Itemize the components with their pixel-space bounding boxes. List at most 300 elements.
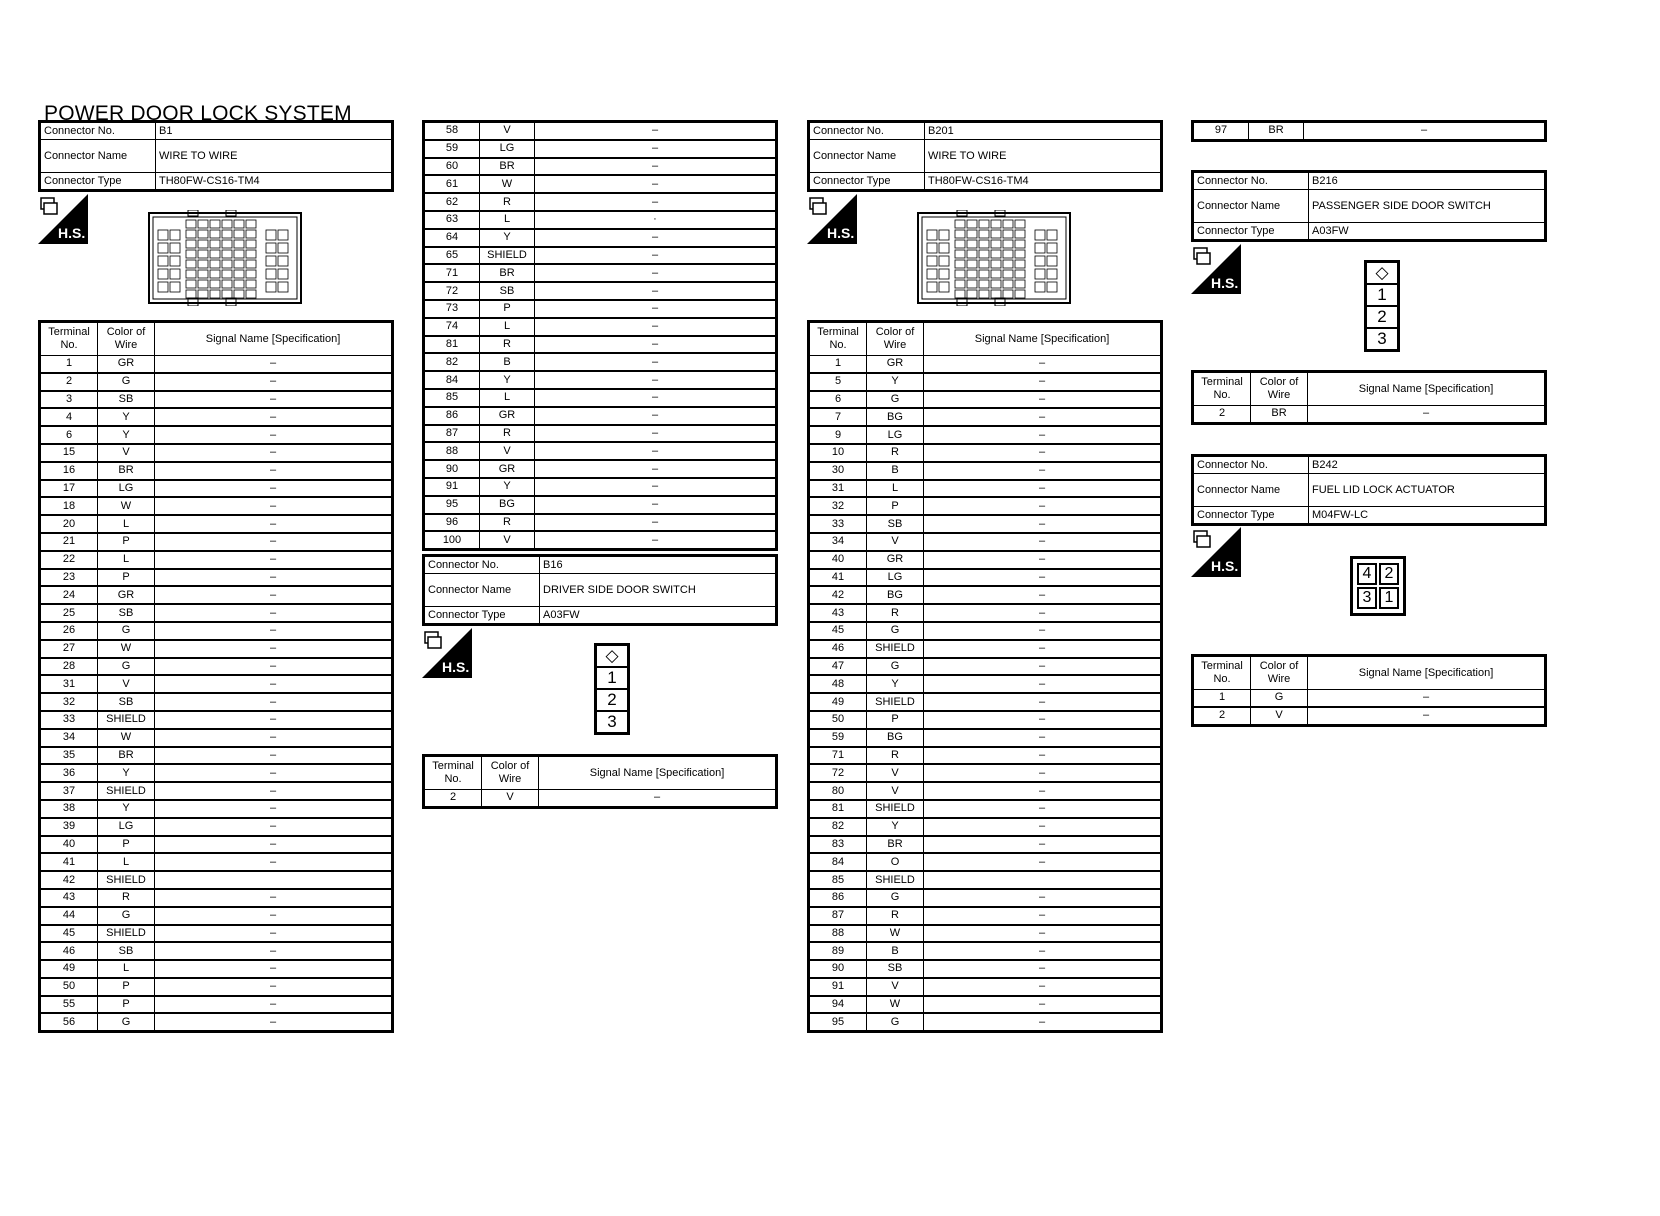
connector-type-label: Connector Type — [809, 173, 925, 191]
pin-cavity — [170, 230, 180, 240]
signal-name-cell: – — [924, 408, 1162, 426]
table-row — [809, 444, 1162, 462]
signal-name-cell: – — [1308, 406, 1546, 424]
terminal-no-cell: 82 — [424, 353, 480, 371]
connector-b242 — [1191, 454, 1547, 526]
table-row — [809, 889, 1162, 907]
connector-name-label: Connector Name — [809, 140, 925, 173]
wire-color-cell: W — [98, 497, 155, 515]
terminal-no-cell: 87 — [809, 907, 867, 925]
connector-header — [1191, 170, 1547, 242]
wire-color-cell: G — [98, 658, 155, 676]
pin-cavity — [939, 230, 949, 240]
wire-color-cell: SB — [98, 942, 155, 960]
terminal-no-cell: 39 — [40, 818, 98, 836]
wire-color-cell: BR — [480, 158, 535, 176]
signal-name-cell: – — [155, 551, 393, 569]
terminal-no-cell: 91 — [809, 978, 867, 996]
table-row — [809, 586, 1162, 604]
pin-cavity — [1047, 282, 1057, 292]
signal-name-cell: – — [155, 515, 393, 533]
connector-no-label: Connector No. — [424, 556, 540, 574]
wire-color-cell: BG — [867, 586, 924, 604]
connector-type-value: A03FW — [540, 607, 777, 625]
wire-color-cell: V — [480, 531, 535, 549]
table-row — [809, 408, 1162, 426]
pin-label: 2 — [597, 688, 627, 710]
signal-name-cell: – — [155, 569, 393, 587]
pin-cavity — [234, 260, 244, 268]
pin-cavity — [991, 290, 1001, 298]
terminal-no-header: Terminal No. — [40, 322, 98, 356]
table-row — [809, 853, 1162, 871]
terminal-no-cell: 34 — [40, 729, 98, 747]
pin-cavity — [210, 230, 220, 238]
pin-cavity — [955, 240, 965, 248]
terminal-no-cell: 83 — [809, 836, 867, 854]
signal-name-cell: – — [924, 782, 1162, 800]
terminal-no-cell: 100 — [424, 531, 480, 549]
hs-label: H.S. — [442, 659, 470, 675]
wire-color-cell: SHIELD — [867, 693, 924, 711]
pin-cavity — [1015, 270, 1025, 278]
wire-color-cell: R — [480, 514, 535, 532]
pin-cavity — [991, 260, 1001, 268]
signal-name-cell: – — [155, 658, 393, 676]
table-row — [40, 853, 393, 871]
table-row — [809, 569, 1162, 587]
table-row — [424, 122, 777, 140]
terminal-no-cell: 36 — [40, 764, 98, 782]
pin-cavity — [234, 250, 244, 258]
wire-color-cell: SHIELD — [867, 640, 924, 658]
pin-cavity — [1035, 243, 1045, 253]
pin-cavity — [222, 270, 232, 278]
pin-cavity — [967, 260, 977, 268]
terminal-no-cell: 10 — [809, 444, 867, 462]
pin-cavity — [222, 260, 232, 268]
pin-cavity — [246, 280, 256, 288]
terminal-no-cell: 95 — [424, 496, 480, 514]
table-row — [40, 551, 393, 569]
signal-name-cell: – — [924, 925, 1162, 943]
terminal-no-cell: 7 — [809, 408, 867, 426]
terminal-no-cell: 81 — [424, 336, 480, 354]
terminal-no-cell: 33 — [40, 711, 98, 729]
terminal-no-cell: 24 — [40, 586, 98, 604]
signal-name-cell: – — [539, 790, 777, 808]
wire-color-cell: Y — [867, 373, 924, 391]
wire-color-cell: G — [867, 889, 924, 907]
signal-name-cell: – — [155, 889, 393, 907]
signal-name-cell: – — [155, 480, 393, 498]
wire-color-cell: L — [867, 480, 924, 498]
connector-b1 — [38, 120, 394, 192]
pin-cavity — [246, 220, 256, 228]
wire-color-cell: LG — [98, 480, 155, 498]
signal-name-cell: – — [155, 800, 393, 818]
connector-no-label: Connector No. — [809, 122, 925, 140]
pin-cavity — [955, 220, 965, 228]
pin-cavity — [222, 230, 232, 238]
pin-cavity — [927, 256, 937, 266]
pin-cavity — [186, 240, 196, 248]
terminal-no-cell: 22 — [40, 551, 98, 569]
terminal-no-cell: 40 — [809, 551, 867, 569]
pin-cavity — [939, 243, 949, 253]
connector-type-value: A03FW — [1309, 223, 1546, 241]
table-row — [424, 407, 777, 425]
signal-name-cell: – — [924, 533, 1162, 551]
color-of-wire-header: Color of Wire — [1251, 372, 1308, 406]
terminal-no-cell: 15 — [40, 444, 98, 462]
signal-name-cell: – — [535, 531, 777, 549]
table-row — [40, 675, 393, 693]
connector-type-label: Connector Type — [424, 607, 540, 625]
connector-name-value: WIRE TO WIRE — [925, 140, 1162, 173]
wire-color-cell: V — [98, 444, 155, 462]
signal-name-cell: – — [155, 960, 393, 978]
signal-name-cell: – — [924, 907, 1162, 925]
table-row — [1193, 707, 1546, 725]
signal-name-cell: – — [924, 818, 1162, 836]
pin-cavity — [955, 250, 965, 258]
terminal-no-cell: 31 — [809, 480, 867, 498]
wire-color-cell: O — [867, 853, 924, 871]
terminal-no-cell: 65 — [424, 247, 480, 265]
terminal-no-cell: 6 — [809, 391, 867, 409]
terminal-no-cell: 94 — [809, 996, 867, 1014]
pin-cavity — [927, 243, 937, 253]
signal-name-cell: – — [924, 515, 1162, 533]
pin-cavity — [278, 243, 288, 253]
wire-color-cell: BR — [480, 264, 535, 282]
pin-cavity — [1035, 256, 1045, 266]
wire-color-cell: B — [867, 942, 924, 960]
pin-cavity — [170, 243, 180, 253]
terminal-no-cell: 37 — [40, 782, 98, 800]
pin-cavity — [158, 230, 168, 240]
pin-label: 3 — [597, 710, 627, 732]
signal-name-cell: – — [155, 818, 393, 836]
table-row — [40, 782, 393, 800]
wire-color-cell: SB — [867, 515, 924, 533]
signal-name-cell: – — [535, 140, 777, 158]
signal-name-cell: – — [924, 889, 1162, 907]
terminal-no-cell: 41 — [40, 853, 98, 871]
terminal-no-header: Terminal No. — [1193, 656, 1251, 690]
wire-color-cell: P — [867, 497, 924, 515]
terminal-no-cell: 42 — [40, 871, 98, 889]
table-row — [424, 229, 777, 247]
pin-cavity — [170, 282, 180, 292]
terminal-no-cell: 2 — [1193, 707, 1251, 725]
table-row — [809, 782, 1162, 800]
pin-cavity — [1035, 282, 1045, 292]
pin-cavity — [198, 260, 208, 268]
signal-name-cell: – — [155, 622, 393, 640]
color-of-wire-header: Color of Wire — [98, 322, 155, 356]
wire-color-cell: SB — [867, 960, 924, 978]
pin-cavity — [979, 230, 989, 238]
terminal-no-cell: 40 — [40, 836, 98, 854]
color-of-wire-header: Color of Wire — [867, 322, 924, 356]
pin-cavity — [210, 280, 220, 288]
terminal-no-cell: 28 — [40, 658, 98, 676]
pin-cavity — [1015, 280, 1025, 288]
connector-header — [38, 120, 394, 192]
terminal-no-cell: 1 — [809, 356, 867, 373]
wire-color-cell: SB — [480, 282, 535, 300]
wire-color-cell: R — [867, 444, 924, 462]
pin-label: 2 — [1367, 305, 1397, 327]
pin-cavity — [1003, 270, 1013, 278]
pin-cavity — [1047, 243, 1057, 253]
wire-color-cell: GR — [867, 356, 924, 373]
signal-name-cell: – — [535, 496, 777, 514]
table-row — [40, 462, 393, 480]
pin-cavity — [967, 290, 977, 298]
table-row — [424, 211, 777, 229]
terminal-no-cell: 89 — [809, 942, 867, 960]
hs-label: H.S. — [1211, 558, 1239, 574]
terminal-no-cell: 2 — [424, 790, 482, 808]
connector-name-label: Connector Name — [424, 574, 540, 607]
signal-name-cell: – — [924, 1013, 1162, 1031]
pin-cavity — [246, 240, 256, 248]
terminal-no-cell: 88 — [424, 442, 480, 460]
pin-cavity — [1003, 230, 1013, 238]
pin-cavity — [210, 220, 220, 228]
table-row — [809, 693, 1162, 711]
signal-name-cell: – — [535, 229, 777, 247]
pin-cavity — [1047, 256, 1057, 266]
signal-name-cell: · — [535, 211, 777, 229]
wire-color-cell: L — [480, 318, 535, 336]
signal-name-cell: – — [155, 693, 393, 711]
pin-cavity — [1003, 290, 1013, 298]
table-row — [424, 460, 777, 478]
terminal-no-cell: 49 — [809, 693, 867, 711]
terminal-no-cell: 59 — [424, 140, 480, 158]
table-row — [40, 836, 393, 854]
wire-color-cell: LG — [867, 426, 924, 444]
pin-cavity — [1015, 290, 1025, 298]
signal-name-cell: – — [535, 282, 777, 300]
pin-cavity — [967, 280, 977, 288]
pin-cavity — [198, 250, 208, 258]
terminal-no-cell: 50 — [809, 711, 867, 729]
wire-color-cell: P — [98, 836, 155, 854]
table-row — [40, 693, 393, 711]
pin-cavity — [967, 270, 977, 278]
pin-cavity — [234, 220, 244, 228]
wire-color-cell: G — [867, 622, 924, 640]
table-row — [424, 353, 777, 371]
signal-name-cell: – — [155, 640, 393, 658]
signal-name-cell: – — [924, 444, 1162, 462]
table-row — [40, 942, 393, 960]
table-row — [809, 622, 1162, 640]
hs-label: H.S. — [827, 225, 855, 241]
pin-cavity — [967, 230, 977, 238]
terminal-no-cell: 44 — [40, 907, 98, 925]
wire-color-cell: SB — [98, 693, 155, 711]
terminal-no-cell: 42 — [809, 586, 867, 604]
table-row — [809, 480, 1162, 498]
wire-color-cell: V — [98, 675, 155, 693]
terminal-no-cell: 62 — [424, 193, 480, 211]
signal-name-cell: – — [155, 356, 393, 373]
table-row — [40, 711, 393, 729]
pin-cavity — [158, 256, 168, 266]
table-row — [40, 658, 393, 676]
table-row — [40, 747, 393, 765]
pin-cavity — [955, 290, 965, 298]
table-row — [809, 925, 1162, 943]
signal-name-cell: – — [924, 711, 1162, 729]
signal-name-cell: – — [924, 978, 1162, 996]
table-row — [424, 247, 777, 265]
pin-cavity — [278, 256, 288, 266]
table-row — [809, 907, 1162, 925]
terminal-no-cell: 4 — [40, 408, 98, 426]
pin-cavity — [1003, 220, 1013, 228]
signal-name-cell: – — [155, 978, 393, 996]
table-row — [40, 533, 393, 551]
terminal-no-cell: 72 — [424, 282, 480, 300]
pin-cavity — [222, 280, 232, 288]
terminal-no-cell: 46 — [809, 640, 867, 658]
signal-name-cell: – — [924, 426, 1162, 444]
pin-cavity — [158, 282, 168, 292]
signal-name-cell: – — [155, 497, 393, 515]
signal-name-cell: – — [924, 729, 1162, 747]
connector-no-value: B242 — [1309, 456, 1546, 474]
signal-name-cell: – — [155, 391, 393, 409]
connector-header — [422, 554, 778, 626]
signal-name-cell: – — [535, 425, 777, 443]
table-row — [424, 193, 777, 211]
terminal-no-cell: 26 — [40, 622, 98, 640]
pin-cavity — [170, 256, 180, 266]
pin-cavity — [1015, 220, 1025, 228]
table-row — [424, 264, 777, 282]
terminal-no-cell: 50 — [40, 978, 98, 996]
terminal-no-cell: 58 — [424, 122, 480, 140]
table-row — [809, 533, 1162, 551]
pin-cavity — [158, 243, 168, 253]
wire-color-cell: P — [98, 996, 155, 1014]
table-row — [809, 800, 1162, 818]
signal-name-cell: – — [155, 586, 393, 604]
terminal-no-cell: 47 — [809, 658, 867, 676]
pin-label: 1 — [1379, 587, 1399, 609]
connector-name-value: WIRE TO WIRE — [156, 140, 393, 173]
wire-color-cell: SB — [98, 391, 155, 409]
pin-cavity — [991, 250, 1001, 258]
terminal-no-cell: 60 — [424, 158, 480, 176]
pin-cavity — [278, 230, 288, 240]
connector-no-label: Connector No. — [1193, 456, 1309, 474]
wire-color-cell: SHIELD — [98, 871, 155, 889]
connector-key-icon: ◇ — [605, 646, 619, 665]
table-row — [40, 800, 393, 818]
wire-color-cell: LG — [480, 140, 535, 158]
terminal-no-cell: 48 — [809, 675, 867, 693]
wire-color-cell: P — [98, 533, 155, 551]
terminal-no-cell: 31 — [40, 675, 98, 693]
terminal-no-cell: 23 — [40, 569, 98, 587]
pin-cavity — [210, 250, 220, 258]
pin-cavity — [967, 250, 977, 258]
pin-cavity — [198, 240, 208, 248]
signal-name-cell: – — [535, 371, 777, 389]
signal-name-cell: – — [924, 747, 1162, 765]
wire-color-cell: L — [98, 853, 155, 871]
terminal-no-cell: 32 — [40, 693, 98, 711]
wire-color-cell: L — [98, 960, 155, 978]
wire-color-cell: Y — [480, 229, 535, 247]
connector-type-label: Connector Type — [1193, 223, 1309, 241]
connector-name-value: FUEL LID LOCK ACTUATOR — [1309, 474, 1546, 507]
signal-name-cell: – — [155, 604, 393, 622]
signal-name-cell: – — [155, 782, 393, 800]
terminal-no-cell: 6 — [40, 426, 98, 444]
wire-color-cell: P — [98, 978, 155, 996]
wire-color-cell: SHIELD — [98, 711, 155, 729]
hs-label: H.S. — [1211, 275, 1239, 291]
signal-name-cell: – — [924, 693, 1162, 711]
wire-color-cell: L — [480, 211, 535, 229]
b16-connector-face — [594, 643, 630, 735]
table-row — [809, 711, 1162, 729]
table-row — [809, 978, 1162, 996]
wire-color-cell: P — [480, 300, 535, 318]
pin-cavity — [186, 290, 196, 298]
pin-cavity — [198, 280, 208, 288]
signal-name-cell: – — [155, 1013, 393, 1031]
harness-side-icon — [422, 628, 472, 678]
terminal-no-cell: 61 — [424, 175, 480, 193]
signal-name-cell: – — [535, 407, 777, 425]
wire-color-cell: B — [867, 462, 924, 480]
signal-name-cell: – — [155, 942, 393, 960]
signal-name-cell: – — [924, 480, 1162, 498]
b16-pin-table — [422, 754, 778, 809]
wire-color-cell: W — [98, 729, 155, 747]
pin-cavity — [266, 282, 276, 292]
wire-color-cell: W — [867, 996, 924, 1014]
table-row — [40, 764, 393, 782]
pin-cavity — [222, 290, 232, 298]
b201-pin-table-continued — [1191, 120, 1547, 142]
wire-color-cell: BR — [98, 462, 155, 480]
signal-name-cell: – — [535, 318, 777, 336]
signal-name-cell: – — [155, 373, 393, 391]
terminal-no-cell: 38 — [40, 800, 98, 818]
terminal-no-cell: 18 — [40, 497, 98, 515]
wire-color-cell: R — [480, 336, 535, 354]
wire-color-cell: G — [98, 373, 155, 391]
pin-cavity — [222, 240, 232, 248]
signal-name-cell: – — [924, 356, 1162, 373]
table-row — [40, 1013, 393, 1031]
table-row — [40, 871, 393, 889]
signal-name-cell: – — [155, 907, 393, 925]
signal-name-cell: – — [535, 158, 777, 176]
signal-name-cell: – — [535, 478, 777, 496]
